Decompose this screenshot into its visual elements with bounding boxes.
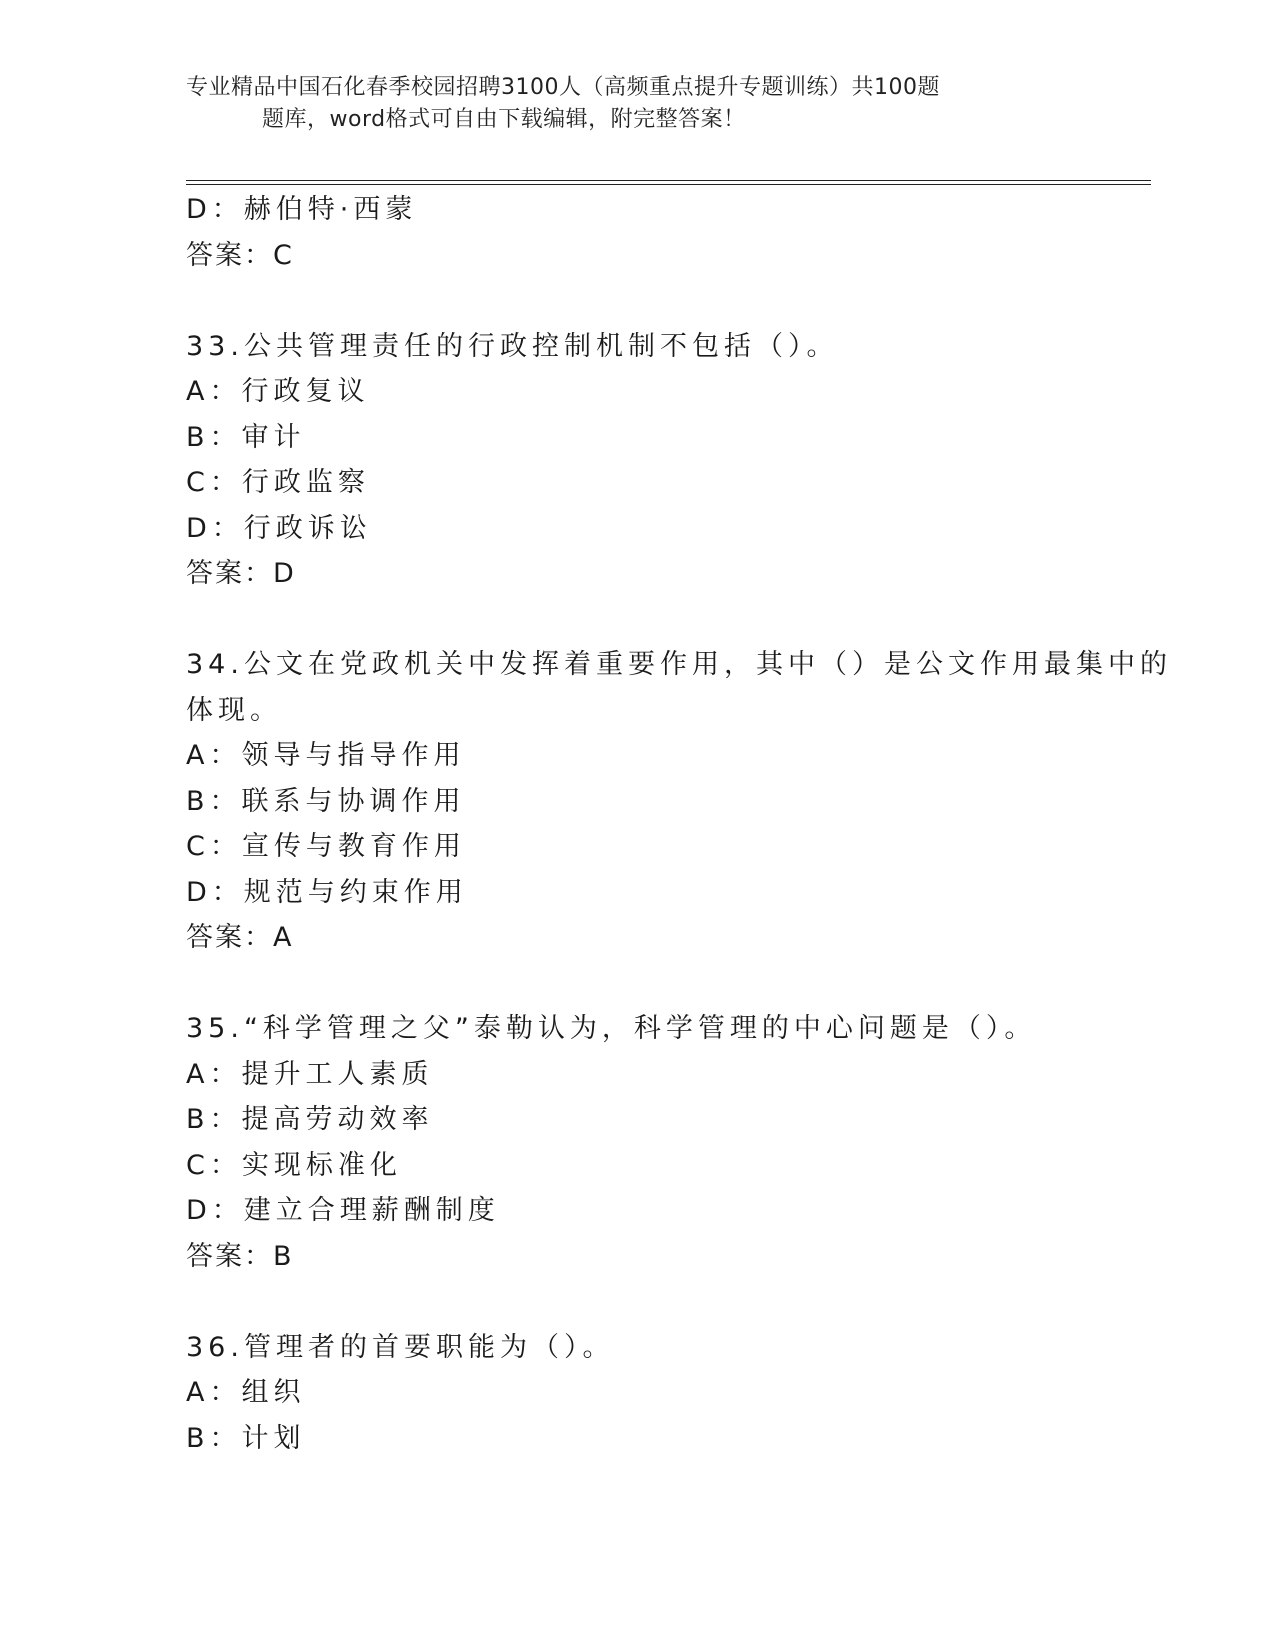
option-b: B：提高劳动效率: [186, 1104, 434, 1135]
option-a: A：行政复议: [186, 376, 370, 407]
header-rule-top: [186, 180, 1151, 181]
question-36: [186, 1325, 1086, 1462]
option-d: D：行政诉讼: [186, 512, 372, 544]
answer: 答案：B: [186, 1240, 294, 1272]
option-a: A：组织: [186, 1377, 306, 1408]
question-33: [186, 324, 1086, 597]
option-c: C：宣传与教育作用: [186, 831, 466, 862]
document-header: [186, 72, 1046, 136]
question-stem: 36.管理者的首要职能为（）。: [186, 1331, 615, 1363]
header-line-1: 专业精品中国石化春季校园招聘3100人（高频重点提升专题训练）共100题: [186, 75, 940, 100]
answer: 答案：D: [186, 558, 296, 589]
option-a: A：提升工人素质: [186, 1058, 434, 1090]
header-line-2: 题库，word格式可自由下载编辑，附完整答案！: [262, 107, 746, 132]
option-b: B：计划: [186, 1422, 306, 1454]
question-stem: 35.“科学管理之父”泰勒认为，科学管理的中心问题是（）。: [186, 1013, 1037, 1044]
option-b: B：审计: [186, 421, 306, 453]
question-stem-continued: 体现。: [186, 694, 282, 726]
option-a: A：领导与指导作用: [186, 740, 466, 771]
question-35: [186, 1006, 1086, 1279]
option-d: D：建立合理薪酬制度: [186, 1195, 500, 1226]
answer: 答案：C: [186, 239, 294, 271]
option-d: D：赫伯特·西蒙: [186, 194, 418, 225]
question-list: [186, 187, 1172, 1461]
question-stem: 33.公共管理责任的行政控制机制不包括（）。: [186, 330, 839, 362]
header-rule-bottom: [186, 184, 1151, 185]
question-34: [186, 642, 1172, 961]
option-d: D：规范与约束作用: [186, 876, 468, 908]
option-c: C：行政监察: [186, 467, 370, 498]
option-b: B：联系与协调作用: [186, 785, 466, 817]
answer: 答案：A: [186, 922, 294, 953]
option-c: C：实现标准化: [186, 1149, 402, 1181]
question-stem: 34.公文在党政机关中发挥着重要作用，其中（）是公文作用最集中的: [186, 649, 1172, 680]
